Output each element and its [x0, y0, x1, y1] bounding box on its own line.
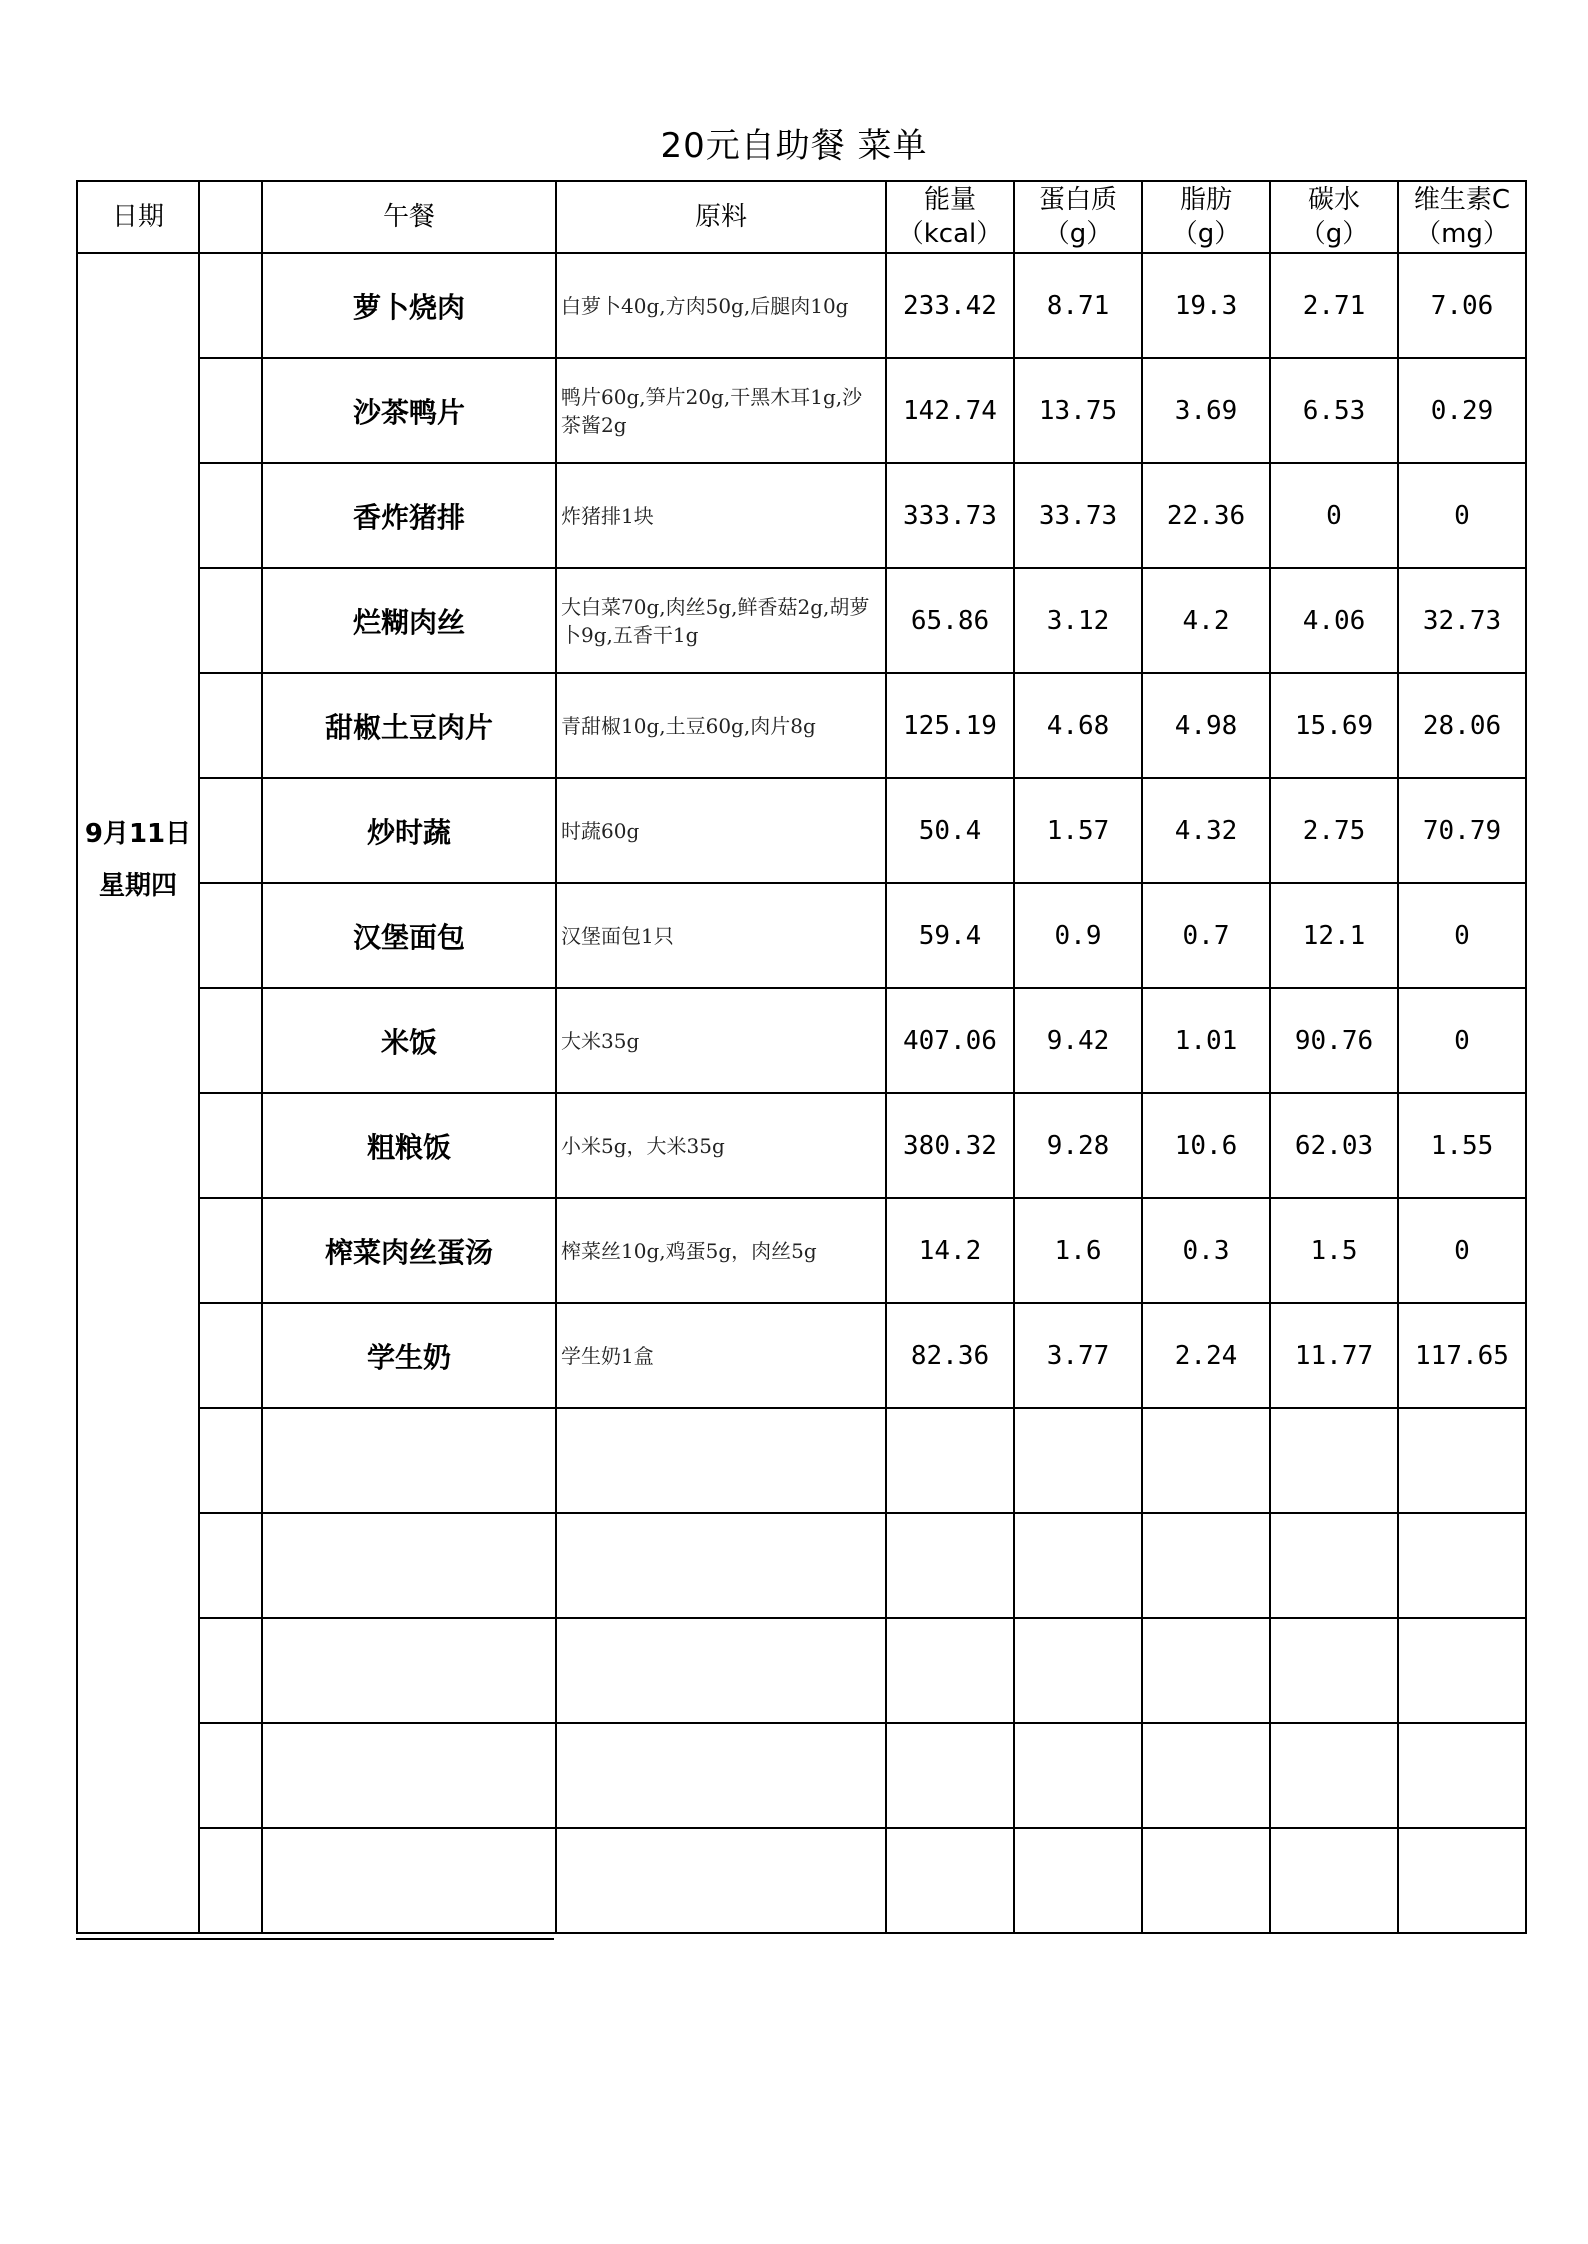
ingredients-cell: 白萝卜40g,方肉50g,后腿肉10g [556, 253, 886, 358]
blank-cell [199, 1723, 262, 1828]
protein-value [1014, 1723, 1142, 1828]
blank-cell [199, 1828, 262, 1933]
protein-value [1014, 1828, 1142, 1933]
energy-value [886, 1828, 1014, 1933]
fat-value: 19.3 [1142, 253, 1270, 358]
ingredients-cell [556, 1408, 886, 1513]
energy-value [886, 1723, 1014, 1828]
blank-cell [199, 778, 262, 883]
carbs-value [1270, 1618, 1398, 1723]
table-row [77, 568, 1526, 673]
protein-value: 1.6 [1014, 1198, 1142, 1303]
ingredients-cell: 大白菜70g,肉丝5g,鲜香菇2g,胡萝卜9g,五香干1g [556, 568, 886, 673]
fat-value: 3.69 [1142, 358, 1270, 463]
dish-name: 香炸猪排 [262, 463, 556, 568]
date-day: 9月11日 [84, 819, 192, 849]
blank-cell [199, 673, 262, 778]
vitc-value: 28.06 [1398, 673, 1526, 778]
dish-name [262, 1513, 556, 1618]
header-blank [199, 181, 262, 253]
page-title: 20元自助餐 菜单 [660, 126, 928, 166]
dish-name: 榨菜肉丝蛋汤 [262, 1198, 556, 1303]
vitc-value [1398, 1618, 1526, 1723]
ingredients-cell: 榨菜丝10g,鸡蛋5g，肉丝5g [556, 1198, 886, 1303]
vitc-value: 0 [1398, 883, 1526, 988]
table-row [77, 1408, 1526, 1513]
table-row [77, 1198, 1526, 1303]
vitc-value: 117.65 [1398, 1303, 1526, 1408]
table-row [77, 1723, 1526, 1828]
table-row [77, 988, 1526, 1093]
table-row [77, 253, 1526, 358]
protein-value [1014, 1513, 1142, 1618]
header-fat-label: 脂肪 [1179, 185, 1232, 215]
vitc-value [1398, 1723, 1526, 1828]
carbs-value [1270, 1828, 1398, 1933]
protein-value: 3.12 [1014, 568, 1142, 673]
dish-name [262, 1408, 556, 1513]
header-energy-label: 能量 [923, 185, 976, 215]
protein-value: 1.57 [1014, 778, 1142, 883]
blank-cell [199, 568, 262, 673]
fat-value: 1.01 [1142, 988, 1270, 1093]
dish-name: 烂糊肉丝 [262, 568, 556, 673]
table-row [77, 673, 1526, 778]
ingredients-cell: 学生奶1盒 [556, 1303, 886, 1408]
dish-name: 米饭 [262, 988, 556, 1093]
vitc-value: 1.55 [1398, 1093, 1526, 1198]
protein-value [1014, 1408, 1142, 1513]
ingredients-cell [556, 1513, 886, 1618]
protein-value: 13.75 [1014, 358, 1142, 463]
table-row [77, 1828, 1526, 1933]
vitc-value: 32.73 [1398, 568, 1526, 673]
table-row [77, 1093, 1526, 1198]
menu-table [76, 180, 1527, 1934]
protein-value: 33.73 [1014, 463, 1142, 568]
energy-value: 142.74 [886, 358, 1014, 463]
blank-cell [199, 358, 262, 463]
vitc-value: 0 [1398, 988, 1526, 1093]
fat-value [1142, 1618, 1270, 1723]
header-date: 日期 [77, 181, 199, 253]
vitc-value: 0.29 [1398, 358, 1526, 463]
vitc-value: 7.06 [1398, 253, 1526, 358]
dish-name [262, 1723, 556, 1828]
energy-value: 333.73 [886, 463, 1014, 568]
ingredients-cell: 时蔬60g [556, 778, 886, 883]
fat-value: 4.98 [1142, 673, 1270, 778]
blank-cell [199, 988, 262, 1093]
vitc-value: 70.79 [1398, 778, 1526, 883]
fat-value [1142, 1723, 1270, 1828]
carbs-value: 2.71 [1270, 253, 1398, 358]
dish-name: 炒时蔬 [262, 778, 556, 883]
table-row [77, 358, 1526, 463]
blank-cell [199, 1408, 262, 1513]
dish-name: 粗粮饭 [262, 1093, 556, 1198]
header-energy-unit: （kcal） [897, 219, 1003, 249]
fat-value: 2.24 [1142, 1303, 1270, 1408]
energy-value: 380.32 [886, 1093, 1014, 1198]
fat-value: 22.36 [1142, 463, 1270, 568]
dish-name: 汉堡面包 [262, 883, 556, 988]
energy-value [886, 1618, 1014, 1723]
fat-value [1142, 1513, 1270, 1618]
energy-value: 82.36 [886, 1303, 1014, 1408]
vitc-value: 0 [1398, 1198, 1526, 1303]
table-bottom-rule [76, 1938, 554, 1940]
blank-cell [199, 1303, 262, 1408]
dish-name [262, 1618, 556, 1723]
table-row [77, 463, 1526, 568]
blank-cell [199, 1198, 262, 1303]
fat-value: 4.32 [1142, 778, 1270, 883]
protein-value: 8.71 [1014, 253, 1142, 358]
header-protein-unit: （g） [1043, 219, 1113, 249]
energy-value [886, 1513, 1014, 1618]
carbs-value: 11.77 [1270, 1303, 1398, 1408]
ingredients-cell [556, 1723, 886, 1828]
header-ingredients: 原料 [556, 181, 886, 253]
protein-value: 4.68 [1014, 673, 1142, 778]
blank-cell [199, 1513, 262, 1618]
protein-value: 0.9 [1014, 883, 1142, 988]
fat-value: 0.3 [1142, 1198, 1270, 1303]
carbs-value [1270, 1513, 1398, 1618]
carbs-value: 0 [1270, 463, 1398, 568]
vitc-value [1398, 1513, 1526, 1618]
header-meal: 午餐 [262, 181, 556, 253]
dish-name: 甜椒土豆肉片 [262, 673, 556, 778]
fat-value: 0.7 [1142, 883, 1270, 988]
fat-value: 4.2 [1142, 568, 1270, 673]
blank-cell [199, 463, 262, 568]
carbs-value [1270, 1723, 1398, 1828]
ingredients-cell: 青甜椒10g,土豆60g,肉片8g [556, 673, 886, 778]
blank-cell [199, 253, 262, 358]
energy-value: 14.2 [886, 1198, 1014, 1303]
protein-value: 9.28 [1014, 1093, 1142, 1198]
energy-value: 407.06 [886, 988, 1014, 1093]
ingredients-cell [556, 1828, 886, 1933]
header-vitc-label: 维生素C [1413, 185, 1511, 215]
table-row [77, 778, 1526, 883]
blank-cell [199, 883, 262, 988]
header-vitc [1398, 181, 1526, 253]
protein-value: 3.77 [1014, 1303, 1142, 1408]
carbs-value: 62.03 [1270, 1093, 1398, 1198]
header-carbs [1270, 181, 1398, 253]
header-fat [1142, 181, 1270, 253]
header-fat-unit: （g） [1171, 219, 1241, 249]
carbs-value: 1.5 [1270, 1198, 1398, 1303]
date-cell [77, 253, 199, 1933]
energy-value: 233.42 [886, 253, 1014, 358]
dish-name: 学生奶 [262, 1303, 556, 1408]
carbs-value: 90.76 [1270, 988, 1398, 1093]
protein-value: 9.42 [1014, 988, 1142, 1093]
header-row [77, 181, 1526, 253]
dish-name: 沙茶鸭片 [262, 358, 556, 463]
table-row [77, 1618, 1526, 1723]
menu-body [77, 253, 1526, 1933]
ingredients-cell: 汉堡面包1只 [556, 883, 886, 988]
vitc-value [1398, 1408, 1526, 1513]
header-energy [886, 181, 1014, 253]
header-carbs-label: 碳水 [1307, 185, 1360, 215]
carbs-value: 2.75 [1270, 778, 1398, 883]
table-row [77, 883, 1526, 988]
fat-value [1142, 1408, 1270, 1513]
fat-value [1142, 1828, 1270, 1933]
vitc-value: 0 [1398, 463, 1526, 568]
carbs-value: 15.69 [1270, 673, 1398, 778]
header-vitc-unit: （mg） [1415, 219, 1509, 249]
ingredients-cell: 鸭片60g,笋片20g,干黑木耳1g,沙茶酱2g [556, 358, 886, 463]
carbs-value: 4.06 [1270, 568, 1398, 673]
energy-value: 59.4 [886, 883, 1014, 988]
energy-value [886, 1408, 1014, 1513]
ingredients-cell: 炸猪排1块 [556, 463, 886, 568]
date-weekday: 星期四 [98, 871, 177, 901]
header-carbs-unit: （g） [1299, 219, 1369, 249]
energy-value: 125.19 [886, 673, 1014, 778]
fat-value: 10.6 [1142, 1093, 1270, 1198]
blank-cell [199, 1618, 262, 1723]
blank-cell [199, 1093, 262, 1198]
carbs-value: 12.1 [1270, 883, 1398, 988]
energy-value: 50.4 [886, 778, 1014, 883]
ingredients-cell: 小米5g，大米35g [556, 1093, 886, 1198]
carbs-value [1270, 1408, 1398, 1513]
energy-value: 65.86 [886, 568, 1014, 673]
protein-value [1014, 1618, 1142, 1723]
header-protein [1014, 181, 1142, 253]
dish-name [262, 1828, 556, 1933]
header-protein-label: 蛋白质 [1038, 185, 1117, 215]
table-row [77, 1303, 1526, 1408]
carbs-value: 6.53 [1270, 358, 1398, 463]
ingredients-cell: 大米35g [556, 988, 886, 1093]
dish-name: 萝卜烧肉 [262, 253, 556, 358]
ingredients-cell [556, 1618, 886, 1723]
vitc-value [1398, 1828, 1526, 1933]
table-row [77, 1513, 1526, 1618]
